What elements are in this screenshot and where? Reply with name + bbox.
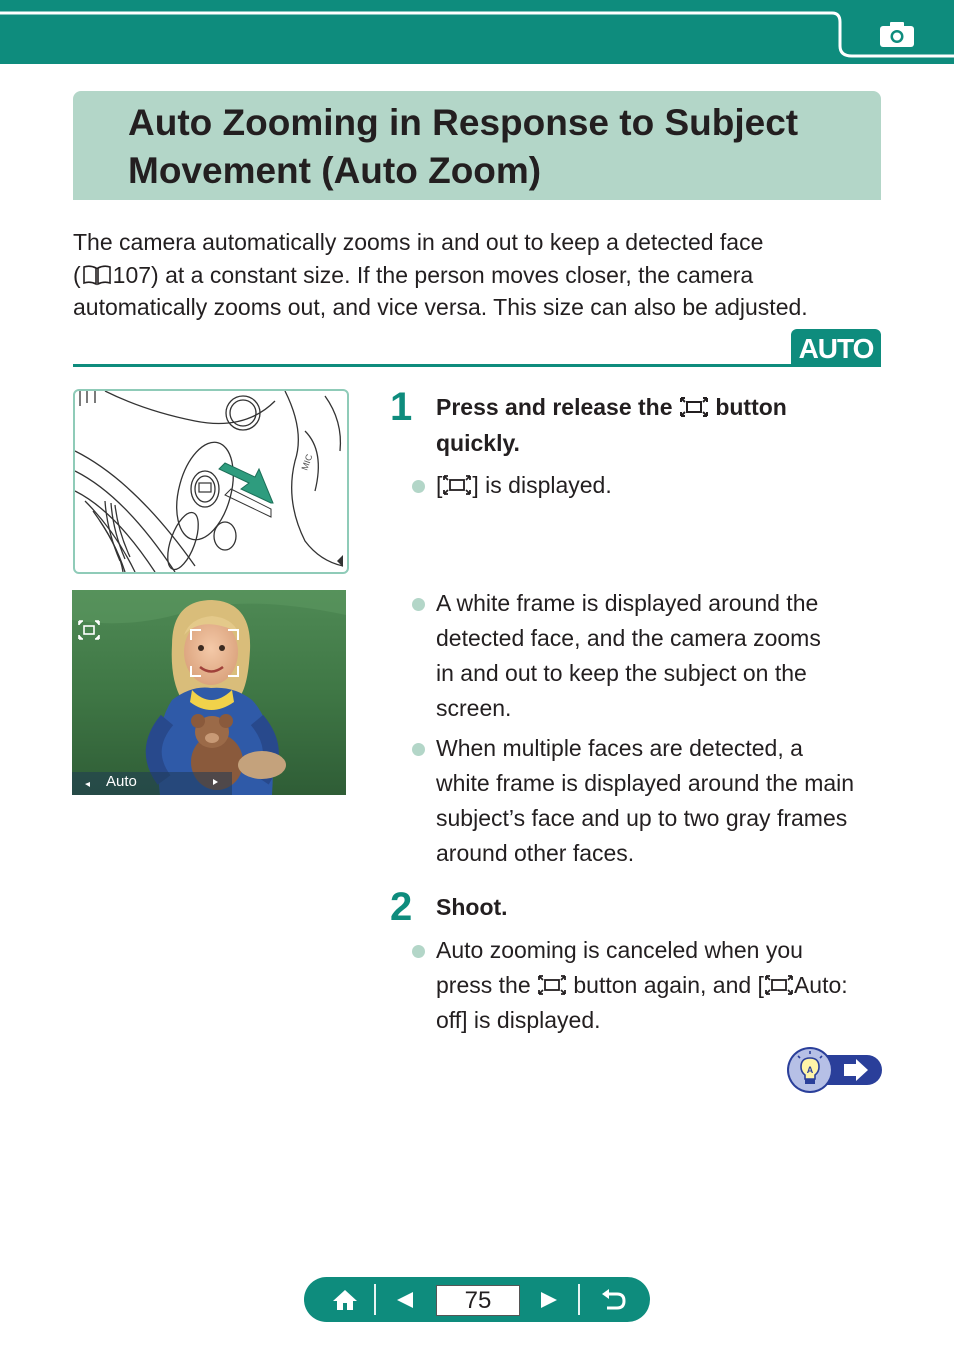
auto-zoom-button-icon: [537, 974, 567, 996]
intro-line-2: ( 107) at a constant size. If the person moves closer, the camera: [73, 261, 754, 288]
lightbulb-hint-icon[interactable]: [786, 1046, 882, 1094]
page-title: Auto Zooming in Response to Subject Movement (Auto Zoom): [128, 102, 799, 191]
home-icon: [331, 1288, 359, 1312]
auto-zoom-indicator-icon: [442, 474, 472, 496]
book-reference-icon: [82, 264, 112, 286]
title-panel: [73, 91, 881, 200]
intro-paragraph: [73, 226, 873, 324]
step-1-heading: Press and release the button quickly.: [436, 394, 787, 456]
intro-line-3: automatically zooms out, and vice versa. This size can also be adjusted.: [73, 294, 808, 320]
intro-line-1: The camera automatically zooms in and out to keep a detected face: [73, 229, 764, 255]
step-1-number: 1: [390, 385, 411, 429]
return-icon: [599, 1288, 627, 1312]
auto-zoom-indicator-icon: [764, 974, 794, 996]
nav-divider: [578, 1284, 580, 1315]
step-2-bullet-1: Auto zooming is canceled when you press the button again, and [ Auto: off] is displayed.: [436, 933, 881, 1038]
page-reference-link[interactable]: 107: [112, 261, 152, 288]
step-2-number: 2: [390, 885, 411, 929]
prev-arrow-icon: [395, 1290, 415, 1310]
return-button[interactable]: [588, 1277, 638, 1322]
screen-setting-label: Auto: [106, 773, 137, 790]
step-1-bullet-2: A white frame is displayed around the detected face, and the camera zooms in and out to keep the subject on the screen.: [436, 586, 881, 726]
zoom-frame-button-icon: [199, 483, 211, 492]
page-number: 75: [436, 1285, 520, 1316]
mic-label: MIC: [299, 452, 315, 472]
next-arrow-icon: [539, 1290, 559, 1310]
camera-line-drawing: [75, 391, 347, 572]
section-rule: [73, 364, 881, 367]
next-page-button[interactable]: [528, 1277, 570, 1322]
auto-zoom-button-icon: [679, 396, 709, 418]
camera-button-illustration: [73, 389, 349, 574]
camera-screen-photo: [72, 590, 346, 795]
svg-text:A: A: [806, 1065, 814, 1075]
top-banner: [0, 0, 954, 64]
previous-page-button[interactable]: [384, 1277, 426, 1322]
page-navigation-bar: [304, 1277, 650, 1322]
home-button[interactable]: [322, 1277, 368, 1322]
step-1-bullet-1: [ ] is displayed.: [436, 468, 881, 503]
auto-mode-badge: AUTO: [791, 329, 881, 367]
girl-with-teddy-photo: [72, 590, 346, 795]
step-1-bullet-3: When multiple faces are detected, a white frame is displayed around the main subject’s face and up to two gray frames around other faces.: [436, 731, 881, 871]
step-2-heading: Shoot.: [436, 894, 508, 920]
nav-divider: [374, 1284, 376, 1315]
